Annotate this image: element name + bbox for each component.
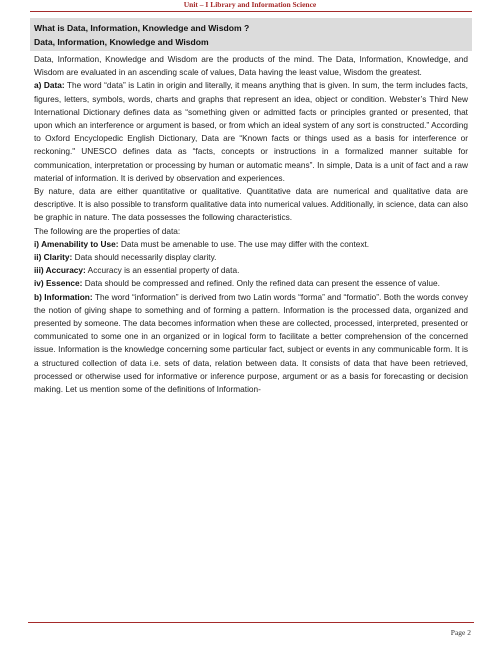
property-label: ii) Clarity: xyxy=(34,252,73,263)
property-text: Accuracy is an essential property of data. xyxy=(85,265,240,276)
data-label: a) Data: xyxy=(34,80,65,91)
property-label: iv) Essence: xyxy=(34,278,83,289)
nature-paragraph: By nature, data are either quantitative or qualitative. Quantitative data are numerical and qualitative data are descriptive. It is also possible to transform qualitative data into numerical values. Additionally, in science, data can also be graphic in nature. The data possesses the following characteristics. xyxy=(34,186,468,223)
information-label: b) Information: xyxy=(34,291,93,302)
page-number: Page 2 xyxy=(450,628,471,637)
property-label: i) Amenability to Use: xyxy=(34,238,119,249)
property-item xyxy=(34,264,468,277)
property-item xyxy=(34,238,468,251)
properties-intro: The following are the properties of data: xyxy=(34,225,181,236)
property-item xyxy=(34,251,468,264)
property-label: iii) Accuracy: xyxy=(34,265,86,276)
section-banner xyxy=(30,18,472,51)
information-paragraph xyxy=(34,291,468,397)
data-paragraph xyxy=(34,79,468,185)
banner-subtitle: Data, Information, Knowledge and Wisdom xyxy=(34,37,209,47)
property-text: Data should be compressed and refined. Only the refined data can present the essence of value. xyxy=(82,278,440,289)
property-text: Data must be amenable to use. The use may differ with the context. xyxy=(118,238,370,249)
intro-paragraph: Data, Information, Knowledge and Wisdom are the products of the mind. The Data, Information, Knowledge, and Wisdom are evaluated in an ascending scale of values, Data having the least value, Wisdom the greatest. xyxy=(34,54,468,78)
property-item xyxy=(34,277,468,290)
information-text: The word “information” is derived from two Latin words “forma” and “formatio”. Both the words convey the notion of giving shape to something and of forming a pattern. Information is the processed data, organized and presented by someone. The data becomes information when these are collected, processed, interpreted, presented or communicated to some one in an organized or in logical form to facilitate a better comprehension of the concerned issue. Information is the knowledge concerning some particular fact, subject or events in any communicable form. It is a structured collection of data i.e. sets of data, relation between data. It consists of data that have been retrieved, processed or otherwise used for informative or inference purpose, argument or as a basis for forecasting or decision making. Let us mention some of the definitions of Information- xyxy=(34,291,468,395)
property-text: Data should necessarily display clarity. xyxy=(72,252,217,263)
header-title: Unit – I Library and Information Science xyxy=(183,0,317,9)
body-text xyxy=(30,51,472,396)
header-rule xyxy=(30,11,472,12)
banner-question: What is Data, Information, Knowledge and Wisdom ? xyxy=(34,23,250,33)
footer-rule xyxy=(28,622,474,623)
page-content xyxy=(30,18,472,396)
data-text: The word “data” is Latin in origin and literally, it means anything that is given. In sum, the term includes facts, figures, letters, symbols, words, charts and graphs that represent an idea, object or condition. Webster’s Third New International Dictionary defines data as “something given or admitted facts or principles granted or presented, that upon which an interference or argument is based, or from which an ideal system of any sort is constructed.” According to Oxford Encyclopedic English Dictionary, Data are “Known facts or things used as a basis for interference or reckoning." UNESCO defines data as “facts, concepts or instructions in a formalized manner suitable for communication, interpretation or processing by human or automatic means”. In simple, Data is a unit of fact and a raw material of information. It is derived by observation and experiences. xyxy=(34,80,468,183)
